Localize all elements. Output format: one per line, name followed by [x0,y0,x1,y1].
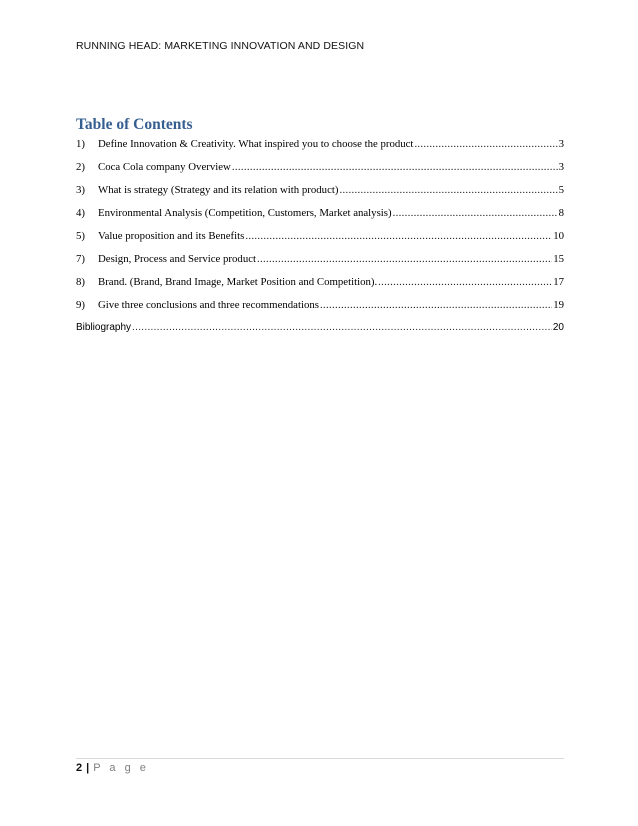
footer-page-label: P a g e [93,762,149,774]
toc-entry-number: 1) [76,138,85,150]
footer-separator: | [86,762,90,774]
toc-title: Table of Contents [76,116,193,133]
toc-list [76,138,564,345]
toc-entry[interactable] [76,184,564,207]
toc-entry[interactable] [76,299,564,322]
toc-dot-leader [339,184,557,196]
toc-entry-number: 7) [76,253,85,265]
toc-dot-leader [257,253,552,265]
toc-entry-page: 5 [558,184,564,196]
toc-entry-page: 17 [553,276,564,288]
toc-entry-page: 10 [553,230,564,242]
toc-entry[interactable] [76,161,564,184]
toc-dot-leader [393,207,558,219]
toc-entry-text: Value proposition and its Benefits [98,230,245,242]
toc-entry-number: 2) [76,161,85,173]
toc-entry[interactable] [76,230,564,253]
toc-entry-page: 3 [558,161,564,173]
toc-entry-text: Design, Process and Service product [98,253,257,265]
page-footer [76,762,149,774]
toc-entry-page: 15 [553,253,564,265]
toc-entry[interactable] [76,138,564,161]
toc-entry-text: Coca Cola company Overview [98,161,231,173]
footer-page-number: 2 [76,762,83,774]
toc-entry-text: What is strategy (Strategy and its relation with product) [98,184,339,196]
toc-entry[interactable] [76,253,564,276]
toc-dot-leader [245,230,552,242]
footer-divider [76,758,564,759]
running-head: RUNNING HEAD: MARKETING INNOVATION AND DESIGN [76,40,365,52]
toc-entry-text: Environmental Analysis (Competition, Customers, Market analysis) [98,207,392,219]
toc-entry[interactable] [76,276,564,299]
toc-dot-leader [378,276,552,288]
toc-entry-page: 20 [552,322,564,333]
toc-dot-leader [132,322,552,334]
toc-entry-page: 19 [553,299,564,311]
toc-entry-number: 9) [76,299,85,311]
toc-entry-text: Define Innovation & Creativity. What inspired you to choose the product [98,138,414,150]
toc-dot-leader [320,299,552,311]
toc-entry-number: 3) [76,184,85,196]
toc-entry-bibliography[interactable] [76,322,564,345]
toc-entry-text: Bibliography [76,322,132,333]
toc-entry-number: 4) [76,207,85,219]
toc-entry-number: 8) [76,276,85,288]
toc-entry-text: Brand. (Brand, Brand Image, Market Position and Competition). [98,276,378,288]
toc-entry[interactable] [76,207,564,230]
toc-entry-number: 5) [76,230,85,242]
toc-entry-page: 8 [558,207,564,219]
toc-entry-text: Give three conclusions and three recommendations [98,299,319,311]
toc-dot-leader [232,161,558,173]
toc-entry-page: 3 [558,138,564,150]
toc-dot-leader [414,138,557,150]
